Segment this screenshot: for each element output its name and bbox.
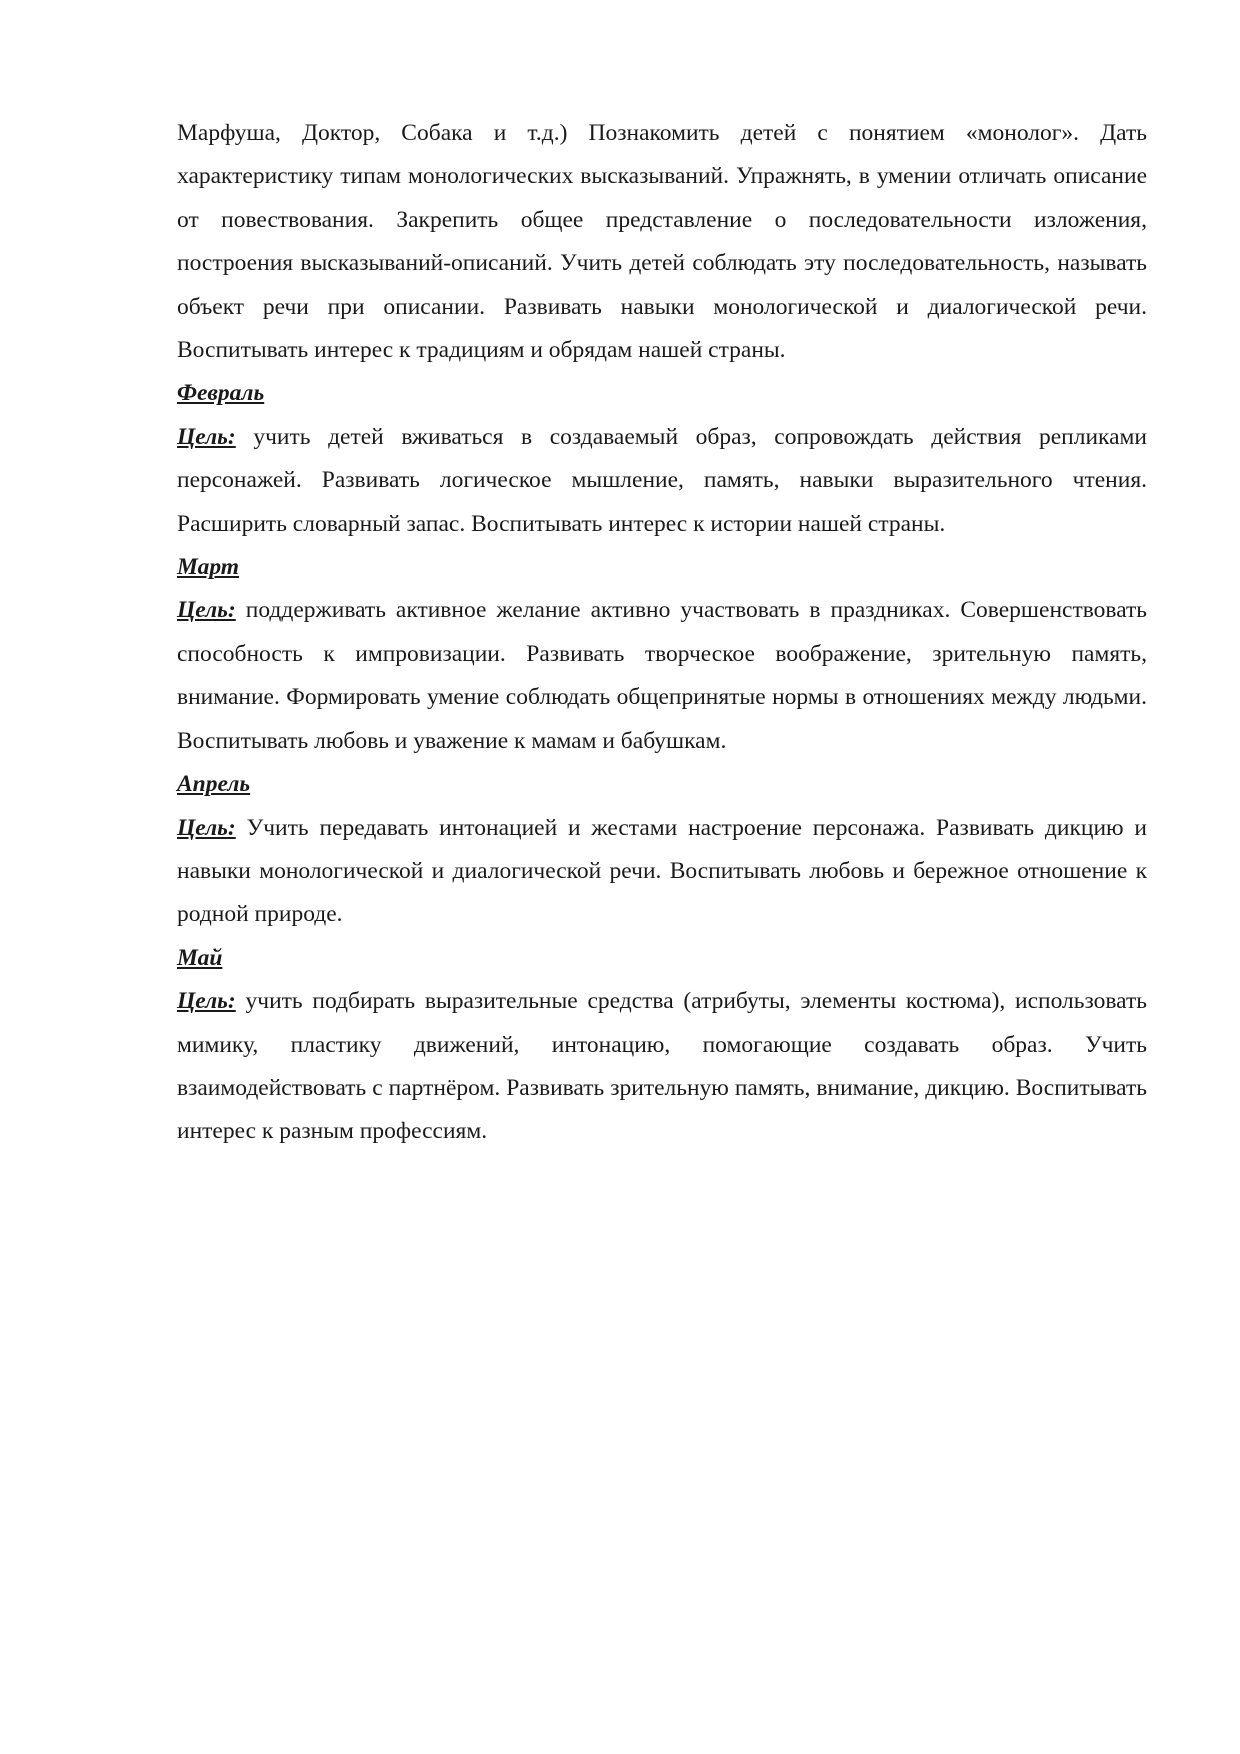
goal-paragraph-april <box>177 807 1147 937</box>
goal-label: Цель: <box>177 814 236 841</box>
goal-text-april: Учить передавать интонацией и жестами настроение персонажа. Развивать дикцию и навыки монологической и диалогической речи. Воспитывать любовь и бережное отношение к родной природе. <box>177 814 1147 928</box>
goal-text-may: учить подбирать выразительные средства (атрибуты, элементы костюма), использовать мимику, пластику движений, интонацию, помогающие создавать образ. Учить взаимодействовать с партнёром. Развивать зрительную память, внимание, дикцию. Воспитывать интерес к разным профессиям. <box>177 988 1147 1145</box>
goal-label: Цель: <box>177 988 236 1015</box>
goal-paragraph-february <box>177 416 1147 546</box>
goal-paragraph-march <box>177 589 1194 763</box>
goal-text-february: учить детей вживаться в создаваемый образ, сопровождать действия репликами персонажей. Развивать логическое мышление, память, навыки выразительного чтения. Расширить словарный запас. Воспитывать интерес к истории нашей страны. <box>177 423 1147 537</box>
goal-label: Цель: <box>177 423 236 450</box>
goal-paragraph-may <box>177 980 1147 1154</box>
intro-paragraph: Марфуша, Доктор, Собака и т.д.) Познакомить детей с понятием «монолог». Дать характеристику типам монологических высказываний. Упражнять, в умении отличать описание от повествования. Закрепить общее представление о последовательности изложения, построения высказываний-описаний. Учить детей соблюдать эту последовательность, называть объект речи при описании. Развивать навыки монологической и диалогической речи. Воспитывать интерес к традициям и обрядам нашей страны. <box>177 120 1147 364</box>
month-heading-february: Февраль <box>177 380 265 407</box>
goal-text-march: поддерживать активное желание активно участвовать в праздниках. Совершенствовать способность к импровизации. Развивать творческое воображение, зрительную память, внимание. Формировать умение соблюдать общепринятые нормы в отношениях между людьми. Воспитывать любовь и уважение к мамам и бабушкам. <box>177 597 1194 754</box>
goal-label: Цель: <box>177 597 236 624</box>
month-heading-may: Май <box>177 944 223 971</box>
month-heading-april: Апрель <box>177 771 251 798</box>
document-page <box>177 112 1194 1154</box>
month-heading-march: Март <box>177 554 240 581</box>
